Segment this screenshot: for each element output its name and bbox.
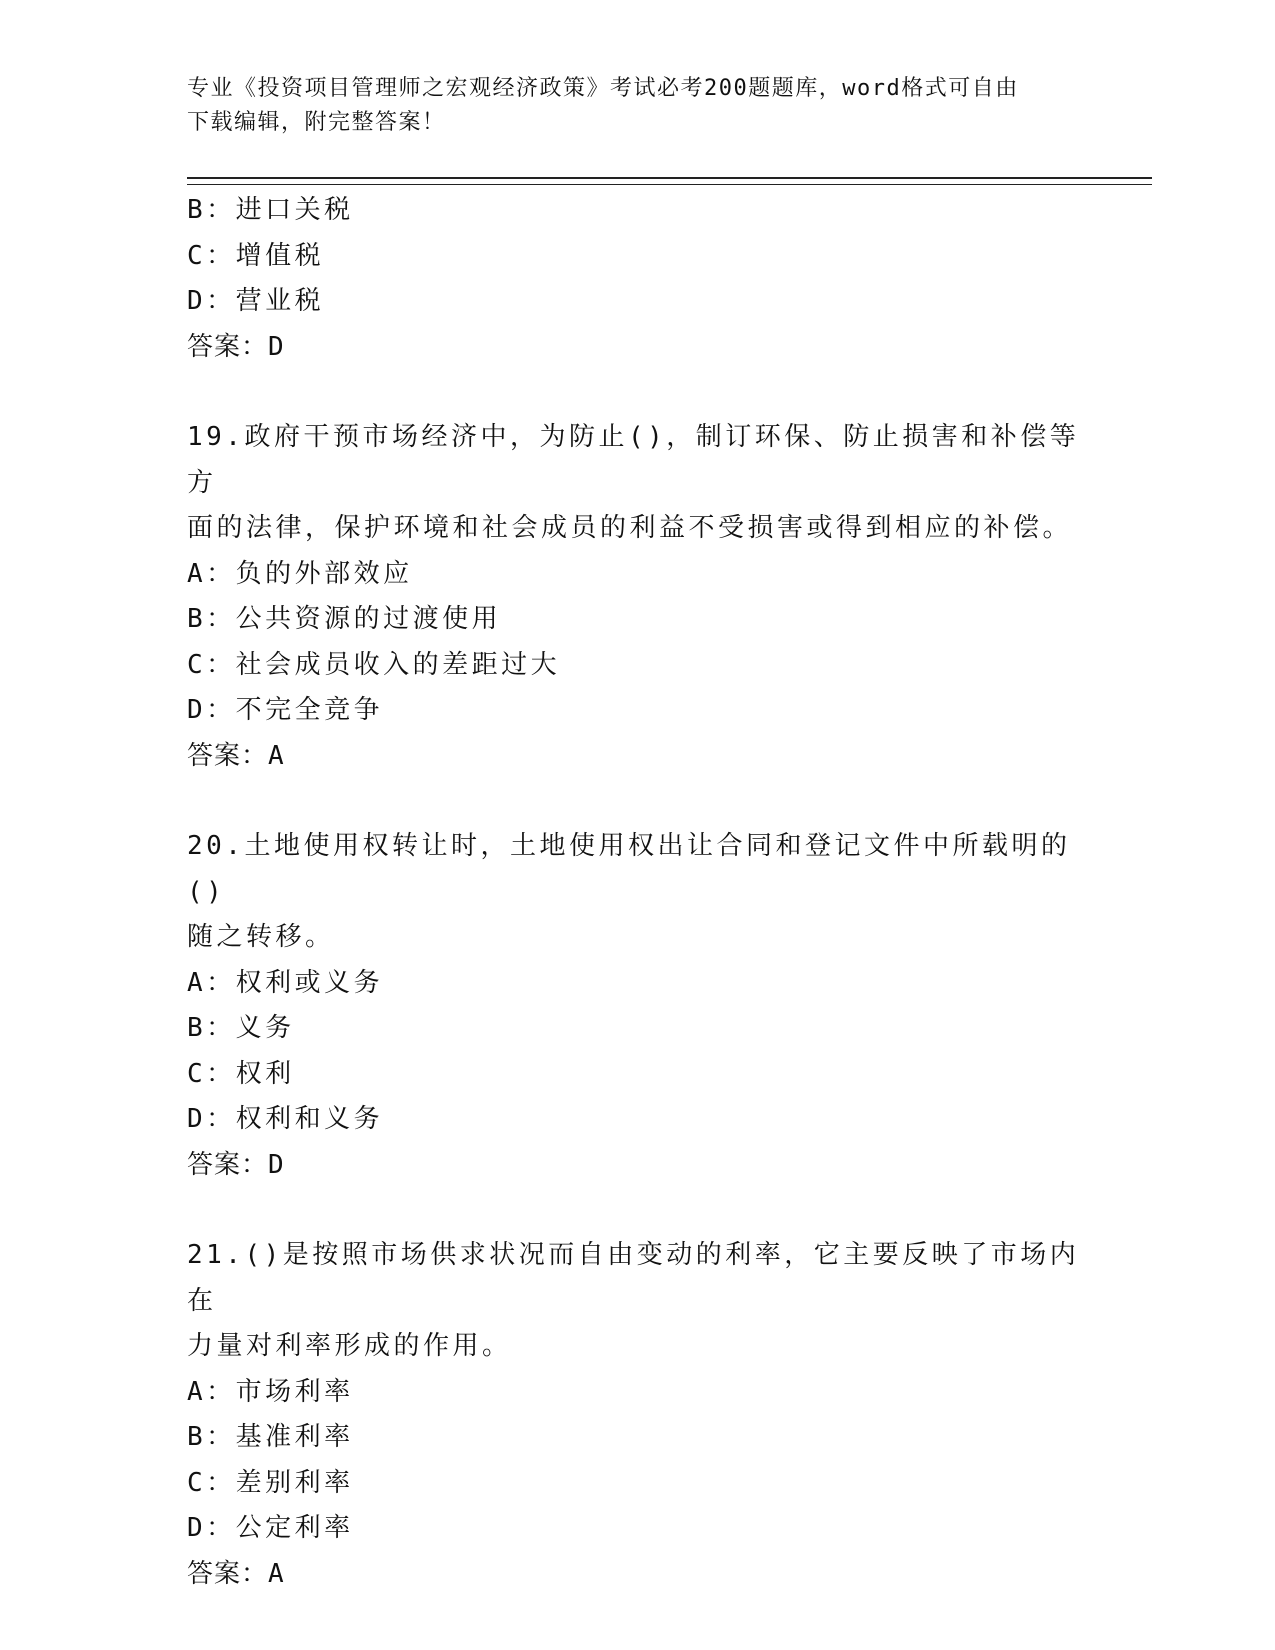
- question-19: [187, 415, 1107, 779]
- option-b: B：基准利率: [187, 1422, 354, 1452]
- header-title-line-1: 专业《投资项目管理师之宏观经济政策》考试必考200题题库，word格式可自由: [187, 76, 1019, 101]
- answer-value: A: [268, 740, 285, 771]
- answer-value: D: [268, 331, 285, 362]
- answer-label: 答案：: [187, 331, 269, 362]
- question-stem-line-1: 19.政府干预市场经济中，为防止()，制订环保、防止损害和补偿等方: [187, 422, 1080, 498]
- option-a: A：权利或义务: [187, 967, 384, 998]
- question-stem-line-2: 面的法律，保护环境和社会成员的利益不受损害或得到相应的补偿。: [187, 513, 1073, 543]
- option-d: D：营业税: [187, 286, 325, 316]
- answer-line: [187, 325, 1107, 371]
- answer-line: [187, 734, 1107, 780]
- answer-value: A: [268, 1558, 285, 1589]
- option-d: D：权利和义务: [187, 1104, 384, 1134]
- answer-value: D: [268, 1149, 285, 1180]
- option-c: C：社会成员收入的差距过大: [187, 649, 561, 680]
- answer-label: 答案：: [187, 1149, 269, 1180]
- question-20: [187, 824, 1107, 1188]
- answer-line: [187, 1552, 1107, 1598]
- option-a: A：市场利率: [187, 1376, 354, 1407]
- question-21: [187, 1233, 1107, 1597]
- continued-question: [187, 188, 1107, 370]
- option-b: B：义务: [187, 1013, 295, 1043]
- question-list: [187, 188, 1107, 1597]
- answer-line: [187, 1143, 1107, 1189]
- header-divider: [187, 177, 1152, 185]
- header-title-line-2: 下载编辑，附完整答案！: [187, 110, 446, 135]
- option-a: A：负的外部效应: [187, 558, 413, 589]
- option-c: C：增值税: [187, 240, 325, 271]
- option-d: D：不完全竞争: [187, 695, 384, 725]
- option-d: D：公定利率: [187, 1513, 354, 1543]
- option-b: B：进口关税: [187, 195, 354, 225]
- option-c: C：差别利率: [187, 1467, 354, 1498]
- question-stem-line-2: 力量对利率形成的作用。: [187, 1331, 512, 1361]
- question-stem-line-1: 20.土地使用权转让时，土地使用权出让合同和登记文件中所载明的(): [187, 831, 1071, 907]
- question-stem-line-1: 21.()是按照市场供求状况而自由变动的利率，它主要反映了市场内在: [187, 1240, 1080, 1316]
- option-c: C：权利: [187, 1058, 295, 1089]
- page-header: [187, 72, 1067, 140]
- question-stem-line-2: 随之转移。: [187, 922, 335, 952]
- answer-label: 答案：: [187, 740, 269, 771]
- answer-label: 答案：: [187, 1558, 269, 1589]
- option-b: B：公共资源的过渡使用: [187, 604, 502, 634]
